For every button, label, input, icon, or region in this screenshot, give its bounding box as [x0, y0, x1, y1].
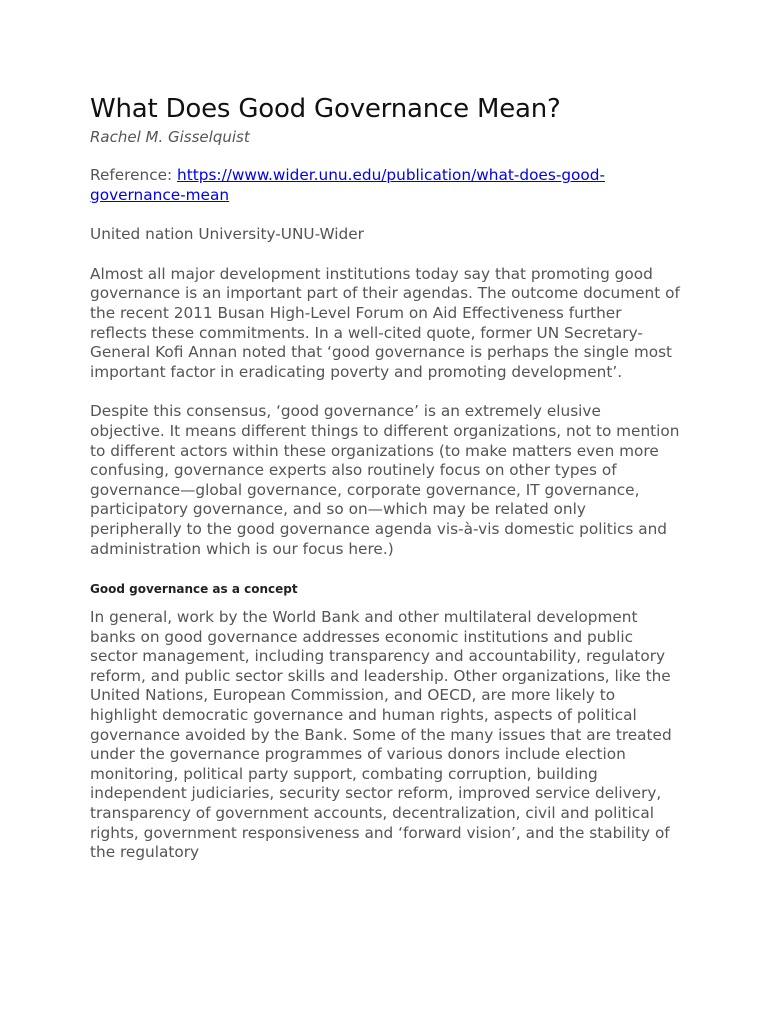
reference-link[interactable]: https://www.wider.unu.edu/publication/what-does-good-governance-mean	[90, 166, 605, 204]
author-name: Rachel M. Gisselquist	[90, 128, 250, 146]
reference-label: Reference:	[90, 166, 178, 184]
paragraph-intro: Almost all major development institutions today say that promoting good governance is an important part of their agendas. The outcome document of the recent 2011 Busan High-Level Forum on Aid Effectiveness further reflects these commitments. In a well-cited quote, former UN Secretary-General Kofi Annan noted that ‘good governance is perhaps the single most important factor in eradicating poverty and promoting development’.	[90, 264, 680, 381]
page-title: What Does Good Governance Mean?	[90, 94, 561, 124]
reference-line	[90, 166, 650, 205]
section-body: In general, work by the World Bank and other multilateral development banks on good governance addresses economic institutions and public sector management, including transparency and accountability, regulatory reform, and public sector skills and leadership. Other organizations, like the United Nations, European Commission, and OECD, are more likely to highlight democratic governance and human rights, aspects of political governance avoided by the Bank. Some of the many issues that are treated under the governance programmes of various donors include election monitoring, political party support, combating corruption, building independent judiciaries, security sector reform, improved service delivery, transparency of government accounts, decentralization, civil and political rights, government responsiveness and ‘forward vision’, and the stability of the regulatory	[90, 608, 672, 862]
paragraph-consensus: Despite this consensus, ‘good governance’ is an extremely elusive objective. It means different things to different organizations, not to mention to different actors within these organizations (to make matters even more confusing, governance experts also routinely focus on other types of governance—global governance, corporate governance, IT governance, participatory governance, and so on—which may be related only peripherally to the good governance agenda vis-à-vis domestic politics and administration which is our focus here.)	[90, 402, 680, 558]
document-page	[90, 93, 690, 863]
section-heading: Good governance as a concept	[90, 582, 298, 597]
organization-line: United nation University-UNU-Wider	[90, 225, 364, 244]
